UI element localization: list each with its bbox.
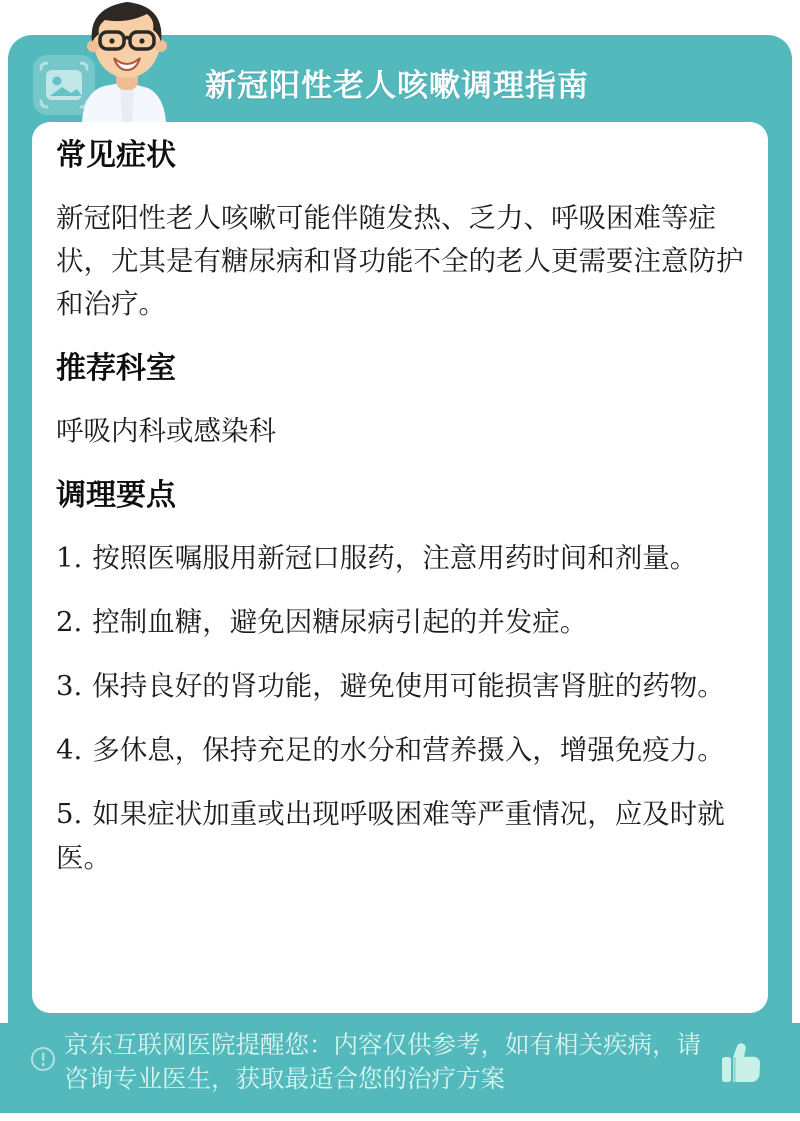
disclaimer-footer [0, 1023, 800, 1113]
care-point-3 [56, 664, 744, 708]
care-point-1 [56, 536, 744, 580]
section-heading-care-points: 调理要点 [56, 479, 176, 512]
info-circle-icon [30, 1046, 56, 1072]
disclaimer-text: 京东互联网医院提醒您：内容仅供参考，如有相关疾病，请咨询专业医生，获取最适合您的治疗方案 [64, 1032, 701, 1093]
guide-card [32, 122, 768, 1013]
care-point-4-number: 4. [56, 734, 83, 766]
thumbs-up-icon[interactable] [720, 1040, 764, 1086]
symptoms-text: 新冠阳性老人咳嗽可能伴随发热、乏力、呼吸困难等症状，尤其是有糖尿病和肾功能不全的老人更需要注意防护和治疗。 [56, 202, 744, 319]
care-point-1-number: 1. [56, 542, 83, 574]
care-point-2-number: 2. [56, 606, 83, 638]
care-point-3-number: 3. [56, 670, 83, 702]
care-point-3-text: 保持良好的肾功能，避免使用可能损害肾脏的药物。 [92, 670, 725, 701]
department-text: 呼吸内科或感染科 [56, 415, 276, 446]
care-point-4-text: 多休息，保持充足的水分和营养摄入，增强免疫力。 [92, 734, 725, 765]
doctor-avatar-image [60, 0, 192, 122]
care-point-4 [56, 728, 744, 772]
care-point-5-text: 如果症状加重或出现呼吸困难等严重情况，应及时就医。 [56, 798, 725, 873]
care-point-1-text: 按照医嘱服用新冠口服药，注意用药时间和剂量。 [92, 542, 698, 573]
doctor-avatar [60, 0, 192, 122]
care-point-2 [56, 600, 744, 644]
section-heading-symptoms: 常见症状 [56, 139, 176, 172]
care-point-5 [56, 792, 744, 879]
care-point-5-number: 5. [56, 798, 83, 830]
guide-header [8, 35, 792, 122]
page-title: 新冠阳性老人咳嗽调理指南 [205, 68, 589, 103]
guide-bubble [8, 35, 792, 1023]
care-point-2-text: 控制血糖，避免因糖尿病引起的并发症。 [92, 606, 588, 637]
section-heading-department: 推荐科室 [56, 352, 176, 385]
